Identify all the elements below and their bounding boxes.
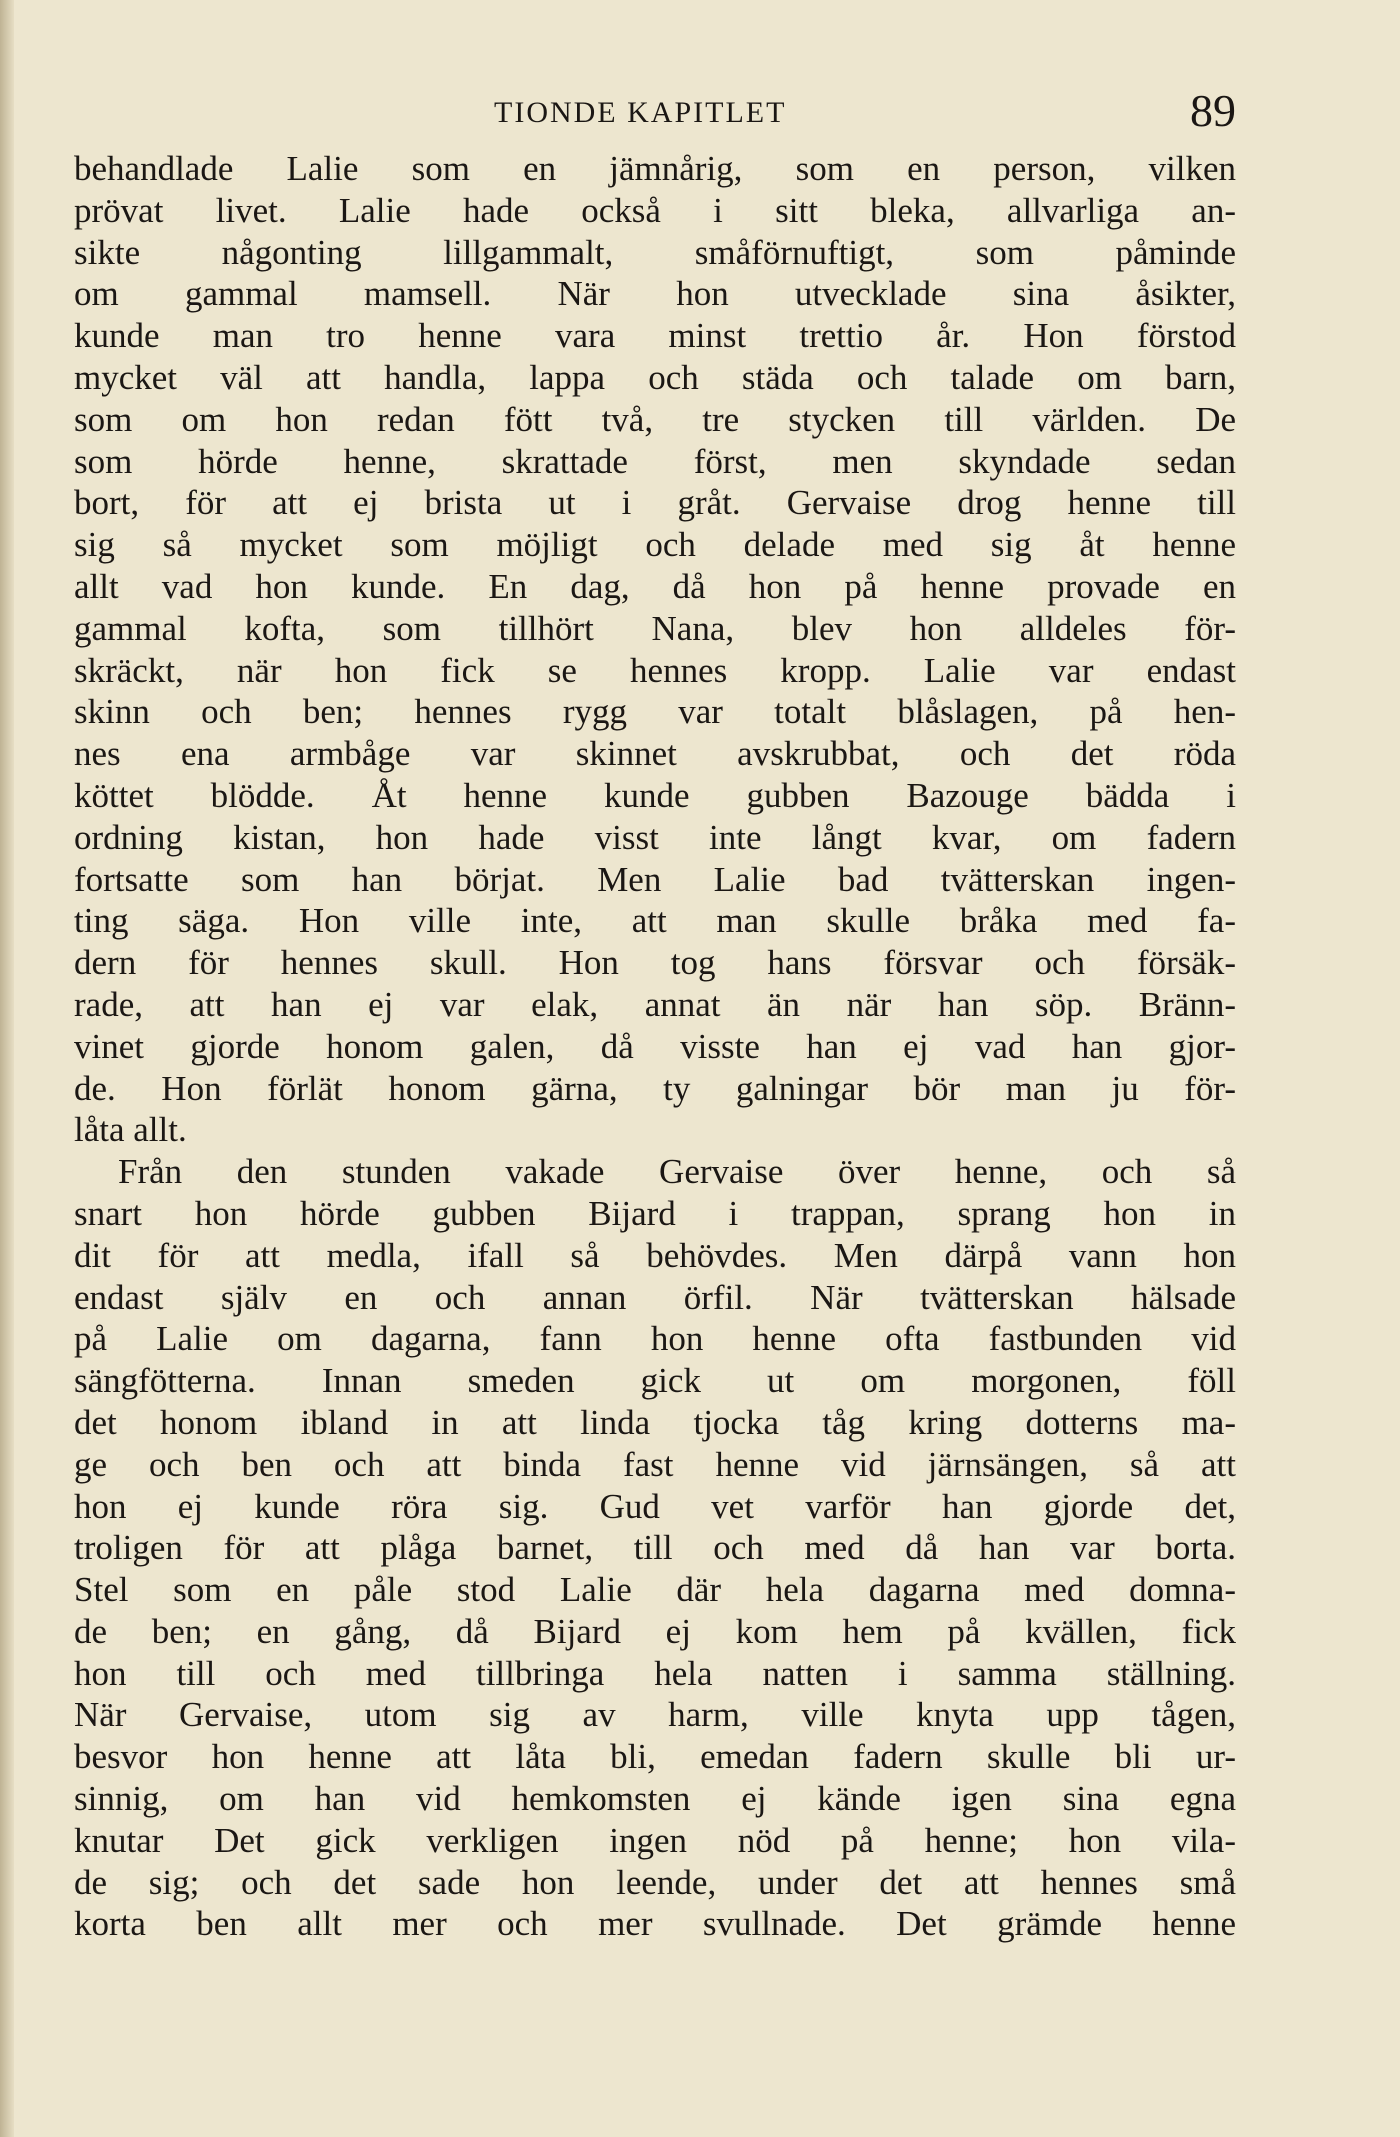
text-line: gammal kofta, som tillhört Nana, blev hon alldeles för- xyxy=(74,608,1236,648)
paragraph xyxy=(74,148,1236,1151)
running-title: TIONDE KAPITLET xyxy=(494,96,787,129)
text-line: skräckt, när hon fick se hennes kropp. Lalie var endast xyxy=(74,650,1236,690)
text-line: nes ena armbåge var skinnet avskrubbat, och det röda xyxy=(74,734,1236,774)
text-line: som om hon redan fött två, tre stycken till världen. De xyxy=(74,399,1236,439)
text-line: knutar Det gick verkligen ingen nöd på henne; hon vila- xyxy=(74,1820,1236,1860)
text-line: dit för att medla, ifall så behövdes. Men därpå vann hon xyxy=(74,1235,1236,1275)
text-line: skinn och ben; hennes rygg var totalt blåslagen, på hen- xyxy=(74,692,1236,732)
page-header xyxy=(74,84,1236,144)
text-line: rade, att han ej var elak, annat än när han söp. Bränn- xyxy=(74,984,1236,1024)
text-line: om gammal mamsell. När hon utvecklade sina åsikter, xyxy=(74,274,1236,314)
text-line: behandlade Lalie som en jämnårig, som en person, vilken xyxy=(74,149,1236,188)
text-line: prövat livet. Lalie hade också i sitt bleka, allvarliga an- xyxy=(74,190,1236,230)
text-line: allt vad hon kunde. En dag, då hon på henne provade en xyxy=(74,566,1236,606)
text-line: på Lalie om dagarna, fann hon henne ofta fastbunden vid xyxy=(74,1319,1236,1359)
text-line: mycket väl att handla, lappa och städa och talade om barn, xyxy=(74,357,1236,397)
text-line: bort, för att ej brista ut i gråt. Gervaise drog henne till xyxy=(74,483,1236,523)
text-line: snart hon hörde gubben Bijard i trappan, sprang hon in xyxy=(74,1193,1236,1233)
text-line: sig så mycket som möjligt och delade med sig åt henne xyxy=(74,525,1236,565)
text-line: troligen för att plåga barnet, till och med då han var borta. xyxy=(74,1528,1236,1568)
paragraph xyxy=(74,1151,1236,1945)
text-line: När Gervaise, utom sig av harm, ville knyta upp tågen, xyxy=(74,1695,1236,1735)
text-line: dern för hennes skull. Hon tog hans försvar och försäk- xyxy=(74,943,1236,983)
text-line: hon ej kunde röra sig. Gud vet varför han gjorde det, xyxy=(74,1486,1236,1526)
page-binding-edge xyxy=(0,0,14,2137)
text-line: fortsatte som han börjat. Men Lalie bad tvätterskan ingen- xyxy=(74,859,1236,899)
text-line: hon till och med tillbringa hela natten i samma ställning. xyxy=(74,1653,1236,1693)
page-number: 89 xyxy=(1190,85,1236,136)
text-line: Stel som en påle stod Lalie där hela dagarna med domna- xyxy=(74,1570,1236,1610)
text-line: de sig; och det sade hon leende, under det att hennes små xyxy=(74,1862,1236,1902)
text-line: endast själv en och annan örfil. När tvätterskan hälsade xyxy=(74,1277,1236,1317)
text-line: det honom ibland in att linda tjocka tåg kring dotterns ma- xyxy=(74,1402,1236,1442)
text-line: ting säga. Hon ville inte, att man skulle bråka med fa- xyxy=(74,901,1236,941)
text-line: som hörde henne, skrattade först, men skyndade sedan xyxy=(74,441,1236,481)
text-line: sängfötterna. Innan smeden gick ut om morgonen, föll xyxy=(74,1361,1236,1401)
body-text xyxy=(74,148,1236,1945)
text-line: besvor hon henne att låta bli, emedan fadern skulle bli ur- xyxy=(74,1737,1236,1777)
text-line: de ben; en gång, då Bijard ej kom hem på kvällen, fick xyxy=(74,1611,1236,1651)
text-line: Från den stunden vakade Gervaise över henne, och så xyxy=(118,1152,1236,1192)
text-line: ordning kistan, hon hade visst inte långt kvar, om fadern xyxy=(74,817,1236,857)
text-line: sikte någonting lillgammalt, småförnuftigt, som påminde xyxy=(74,232,1236,272)
text-line: vinet gjorde honom galen, då visste han ej vad han gjor- xyxy=(74,1026,1236,1066)
text-line: sinnig, om han vid hemkomsten ej kände igen sina egna xyxy=(74,1779,1236,1819)
text-line: korta ben allt mer och mer svullnade. Det grämde henne xyxy=(74,1904,1236,1944)
text-line: ge och ben och att binda fast henne vid järnsängen, så att xyxy=(74,1444,1236,1484)
text-line: låta allt. xyxy=(74,1110,187,1150)
text-line: köttet blödde. Åt henne kunde gubben Bazouge bädda i xyxy=(74,775,1236,815)
text-line: kunde man tro henne vara minst trettio år. Hon förstod xyxy=(74,316,1236,356)
text-line: de. Hon förlät honom gärna, ty galningar bör man ju för- xyxy=(74,1068,1236,1108)
